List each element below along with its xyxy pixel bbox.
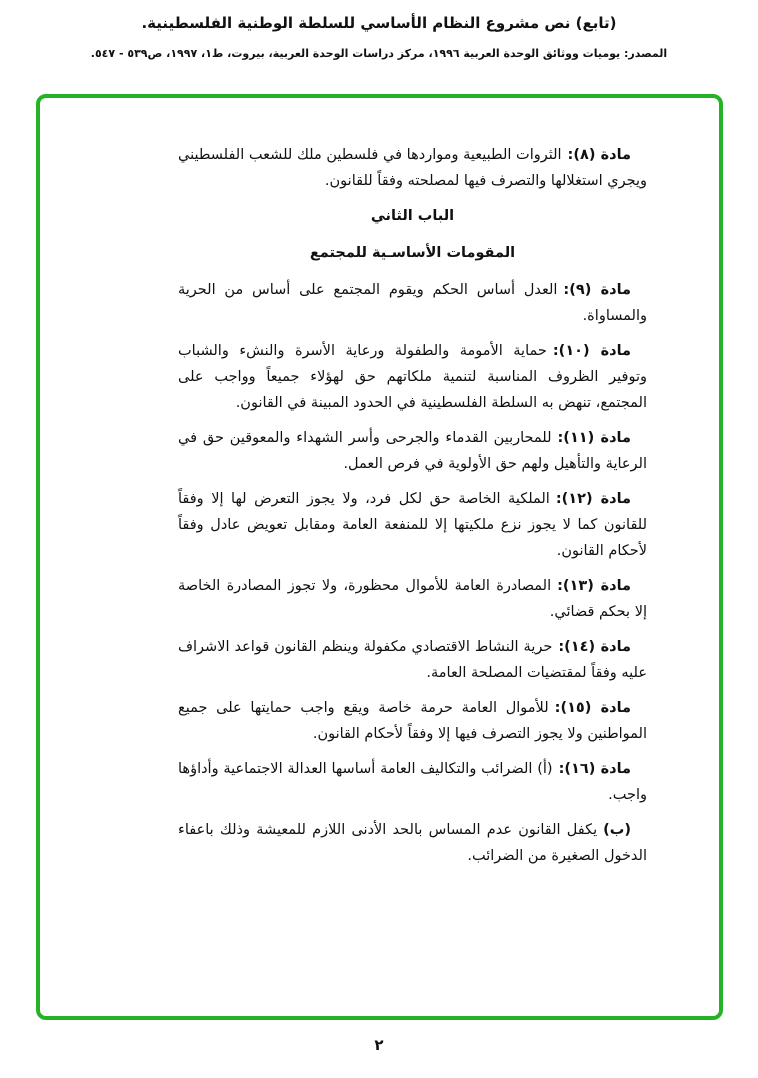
article-9-label: مادة (٩): bbox=[563, 282, 631, 298]
article-12 bbox=[178, 486, 647, 564]
article-10-text: حماية الأمومة والطفولة ورعاية الأسرة والنشء والشباب وتوفير الظروف المناسبة لتنمية ملكاتهم حق لهؤلاء جميعاً وواجب على المجتمع، تنهض به السلطة الفلسطينية في الحدود المبينة في القانون. bbox=[178, 343, 647, 411]
chapter-heading: الباب الثاني bbox=[370, 208, 455, 224]
article-14-label: مادة (١٤): bbox=[558, 639, 631, 655]
article-10-label: مادة (١٠): bbox=[552, 343, 631, 359]
article-16-clause-b-text: يكفل القانون عدم المساس بالحد الأدنى اللازم للمعيشة وذلك باعفاء الدخول الصغيرة من الضرائب. bbox=[178, 822, 647, 864]
article-16-clause-b-label: (ب) bbox=[603, 822, 631, 838]
article-8 bbox=[178, 142, 647, 194]
document-title: (تابع) نص مشروع النظام الأساسي للسلطة الوطنية الفلسطينية. bbox=[141, 14, 617, 32]
article-15-text: للأموال العامة حرمة خاصة ويقع واجب حمايتها على جميع المواطنين ولا يجوز التصرف فيها إلا وفقاً لأحكام القانون. bbox=[178, 700, 647, 742]
page-header bbox=[0, 0, 758, 60]
article-9-text: العدل أساس الحكم ويقوم المجتمع على أساس من الحرية والمساواة. bbox=[178, 282, 647, 324]
article-13-text: المصادرة العامة للأموال محظورة، ولا تجوز المصادرة الخاصة إلا بحكم قضائي. bbox=[178, 578, 647, 620]
article-8-label: مادة (٨): bbox=[567, 147, 631, 163]
page-number: ٢ bbox=[374, 1036, 384, 1054]
document-body bbox=[40, 98, 719, 869]
article-11-text: للمحاربين القدماء والجرحى وأسر الشهداء والمعوقين حق في الرعاية والتأهيل ولهم حق الأولوية في فرص العمل. bbox=[178, 430, 647, 472]
article-12-label: مادة (١٢): bbox=[555, 491, 631, 507]
article-15 bbox=[178, 695, 647, 747]
article-16-text: (أ) الضرائب والتكاليف العامة أساسها العدالة الاجتماعية وأداؤها واجب. bbox=[178, 761, 647, 803]
article-16-label: مادة (١٦): bbox=[558, 761, 631, 777]
article-16 bbox=[178, 756, 647, 808]
article-15-label: مادة (١٥): bbox=[554, 700, 631, 716]
article-10 bbox=[178, 338, 647, 416]
article-14 bbox=[178, 634, 647, 686]
green-border-frame bbox=[36, 94, 723, 1020]
article-11 bbox=[178, 425, 647, 477]
article-13 bbox=[178, 573, 647, 625]
article-8-text: الثروات الطبيعية ومواردها في فلسطين ملك للشعب الفلسطيني ويجري استغلالها والتصرف فيها لمصلحته وفقاً للقانون. bbox=[178, 147, 647, 189]
article-13-label: مادة (١٣): bbox=[557, 578, 631, 594]
article-9 bbox=[178, 277, 647, 329]
article-14-text: حرية النشاط الاقتصادي مكفولة وينظم القانون قواعد الاشراف عليه وفقاً لمقتضيات المصلحة العامة. bbox=[178, 639, 647, 681]
source-citation: المصدر: يوميات ووثائق الوحدة العربية ١٩٩٦، مركز دراسات الوحدة العربية، بيروت، ط١، ١٩٩٧، ص٥٣٩ - ٥٤٧. bbox=[90, 47, 668, 60]
article-12-text: الملكية الخاصة حق لكل فرد، ولا يجوز التعرض لها إلا وفقاً للقانون كما لا يجوز نزع ملكيتها إلا للمنفعة العامة ومقابل تعويض عادل وفقاً لأحكام القانون. bbox=[178, 491, 647, 559]
article-11-label: مادة (١١): bbox=[557, 430, 631, 446]
chapter-subheading: المقومات الأساسـية للمجتمع bbox=[309, 245, 516, 261]
article-16-clause-b bbox=[178, 817, 647, 869]
